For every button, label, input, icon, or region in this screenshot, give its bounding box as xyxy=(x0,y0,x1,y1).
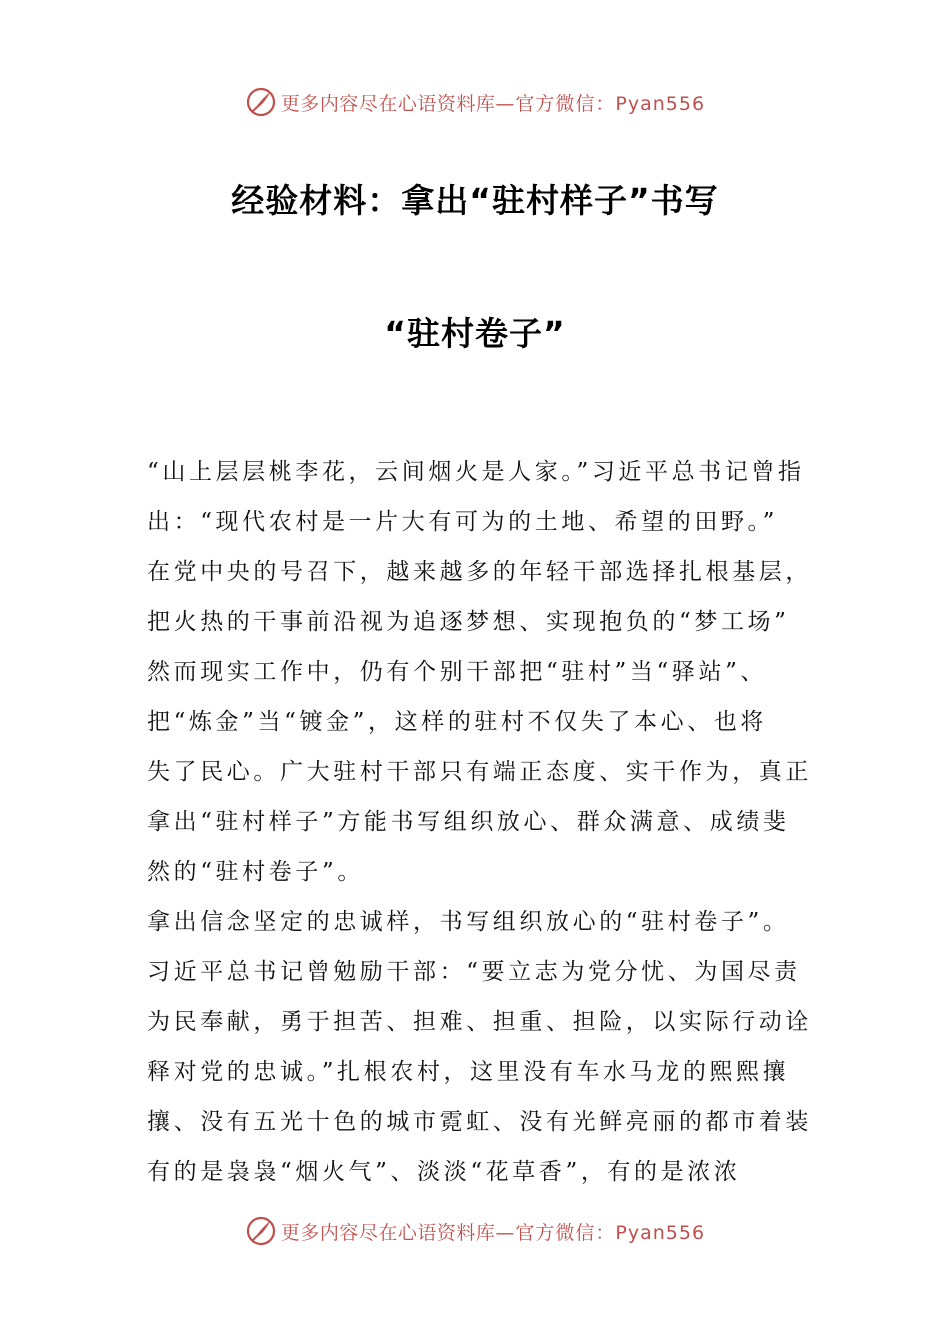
watermark-brand-text: 更多内容尽在心语资料库 xyxy=(280,92,496,115)
body-line: 释对党的忠诚。”扎根农村，这里没有车水马龙的熙熙攘 xyxy=(147,1059,790,1085)
footer-watermark xyxy=(0,1211,950,1251)
document-body xyxy=(147,447,812,1197)
body-line: 攘、没有五光十色的城市霓虹、没有光鲜亮丽的都市着装 xyxy=(147,1109,812,1135)
body-line: 然的“驻村卷子”。 xyxy=(147,859,364,885)
watermark-wechat-text: —官方微信：Pyan556 xyxy=(495,1221,706,1244)
watermark-brand-text: 更多内容尽在心语资料库 xyxy=(280,1221,496,1244)
body-line: 有的是袅袅“烟火气”、淡淡“花草香”，有的是浓浓 xyxy=(147,1159,741,1185)
feather-pen-logo-icon xyxy=(245,86,277,118)
body-line: 出：“现代农村是一片大有可为的土地、希望的田野。” xyxy=(147,509,779,535)
document-title-line-2: “驻村卷子” xyxy=(384,314,566,353)
body-line: 失了民心。广大驻村干部只有端正态度、实干作为，真正 xyxy=(147,759,812,785)
watermark-wechat-text: —官方微信：Pyan556 xyxy=(495,92,706,115)
body-line: 为民奉献，勇于担苦、担难、担重、担险，以实际行动诠 xyxy=(147,1009,812,1035)
feather-pen-logo-icon xyxy=(245,1215,277,1247)
body-line: 然而现实工作中，仍有个别干部把“驻村”当“驿站”、 xyxy=(147,659,768,685)
body-line: “山上层层桃李花，云间烟火是人家。”习近平总书记曾指 xyxy=(147,459,805,485)
body-line: 拿出信念坚定的忠诚样，书写组织放心的“驻村卷子”。 xyxy=(147,909,790,935)
body-line: 把“炼金”当“镀金”，这样的驻村不仅失了本心、也将 xyxy=(147,709,768,735)
body-line: 习近平总书记曾勉励干部：“要立志为党分忧、为国尽责 xyxy=(147,959,801,985)
body-line: 拿出“驻村样子”方能书写组织放心、群众满意、成绩斐 xyxy=(147,809,790,835)
body-line: 把火热的干事前沿视为追逐梦想、实现抱负的“梦工场” xyxy=(147,609,790,635)
header-watermark xyxy=(0,82,950,122)
body-line: 在党中央的号召下，越来越多的年轻干部选择扎根基层， xyxy=(147,559,812,585)
document-title-line-1: 经验材料：拿出“驻村样子”书写 xyxy=(231,181,719,220)
